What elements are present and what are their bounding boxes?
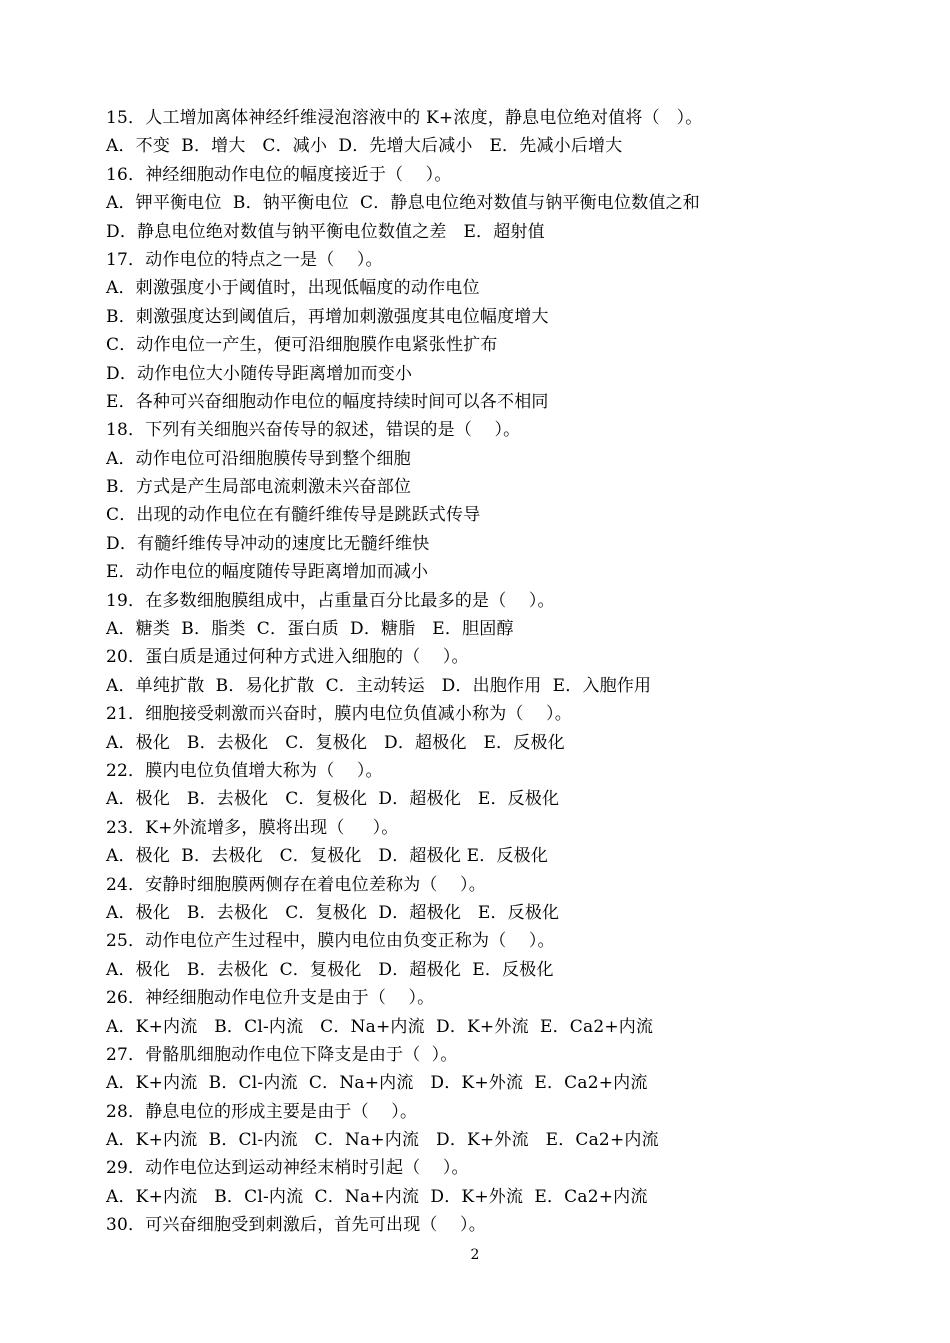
question-text: 16．神经细胞动作电位的幅度接近于（ ）。 bbox=[106, 164, 452, 185]
answer-options: B．刺激强度达到阈值后，再增加刺激强度其电位幅度增大 bbox=[106, 306, 549, 327]
answer-options: A．极化 B．去极化 C．复极化 D．超极化 E．反极化 bbox=[106, 902, 560, 923]
answer-options: D．静息电位绝对数值与钠平衡电位数值之差 E．超射值 bbox=[106, 221, 545, 242]
question-text: 20．蛋白质是通过何种方式进入细胞的（ ）。 bbox=[106, 647, 469, 668]
question-text: 28．静息电位的形成主要是由于（ ）。 bbox=[106, 1101, 418, 1122]
question-text: 23．K+外流增多，膜将出现（ ）。 bbox=[106, 817, 399, 838]
answer-options: B．方式是产生局部电流刺激未兴奋部位 bbox=[106, 477, 412, 498]
answer-options: A．单纯扩散 B．易化扩散 C．主动转运 D．出胞作用 E．入胞作用 bbox=[106, 675, 652, 696]
question-text: 26．神经细胞动作电位升支是由于（ ）。 bbox=[106, 988, 435, 1009]
question-text: 18．下列有关细胞兴奋传导的叙述，错误的是（ ）。 bbox=[106, 420, 521, 441]
question-text: 30．可兴奋细胞受到刺激后，首先可出现（ ）。 bbox=[106, 1215, 486, 1236]
answer-options: A．刺激强度小于阈值时，出现低幅度的动作电位 bbox=[106, 278, 480, 299]
question-list bbox=[106, 104, 906, 1240]
answer-options: E．各种可兴奋细胞动作电位的幅度持续时间可以各不相同 bbox=[106, 391, 549, 412]
answer-options: A．极化 B．去极化 C．复极化 D．超极化 E．反极化 bbox=[106, 732, 565, 753]
answer-options: C．动作电位一产生，便可沿细胞膜作电紧张性扩布 bbox=[106, 335, 498, 356]
question-text: 17．动作电位的特点之一是（ ）。 bbox=[106, 249, 383, 270]
answer-options: A．K+内流 B．Cl-内流 C．Na+内流 D．K+外流 E．Ca2+内流 bbox=[106, 1186, 648, 1207]
answer-options: D．有髓纤维传导冲动的速度比无髓纤维快 bbox=[106, 533, 430, 554]
answer-options: A．钾平衡电位 B．钠平衡电位 C．静息电位绝对数值与钠平衡电位数值之和 bbox=[106, 193, 700, 214]
question-text: 22．膜内电位负值增大称为（ ）。 bbox=[106, 760, 383, 781]
question-text: 19．在多数细胞膜组成中，占重量百分比最多的是（ ）。 bbox=[106, 590, 555, 611]
answer-options: D．动作电位大小随传导距离增加而变小 bbox=[106, 363, 413, 384]
question-text: 27．骨骼肌细胞动作电位下降支是由于（ ）。 bbox=[106, 1044, 458, 1065]
answer-options: A．糖类 B．脂类 C．蛋白质 D．糖脂 E．胆固醇 bbox=[106, 619, 514, 640]
question-text: 15．人工增加离体神经纤维浸泡溶液中的 K+浓度，静息电位绝对值将（ ）。 bbox=[106, 108, 703, 128]
answer-options: C．出现的动作电位在有髓纤维传导是跳跃式传导 bbox=[106, 505, 481, 526]
answer-options: E．动作电位的幅度随传导距离增加而减小 bbox=[106, 562, 429, 583]
question-text: 25．动作电位产生过程中，膜内电位由负变正称为（ ）。 bbox=[106, 931, 555, 952]
answer-options: A．K+内流 B．Cl-内流 C．Na+内流 D．K+外流 E．Ca2+内流 bbox=[106, 1130, 659, 1151]
answer-options: A．极化 B．去极化 C．复极化 D．超极化 E．反极化 bbox=[106, 846, 549, 867]
answer-options: A．极化 B．去极化 C．复极化 D．超极化 E．反极化 bbox=[106, 959, 554, 980]
question-text: 21．细胞接受刺激而兴奋时，膜内电位负值减小称为（ ）。 bbox=[106, 704, 572, 725]
answer-options: A．K+内流 B．Cl-内流 C．Na+内流 D．K+外流 E．Ca2+内流 bbox=[106, 1016, 654, 1037]
page-number: 2 bbox=[470, 1247, 480, 1263]
answer-options: A．不变 B．增大 C．减小 D．先增大后减小 E．先减小后增大 bbox=[106, 136, 623, 157]
question-text: 24．安静时细胞膜两侧存在着电位差称为（ ）。 bbox=[106, 874, 486, 895]
answer-options: A．动作电位可沿细胞膜传导到整个细胞 bbox=[106, 448, 411, 469]
question-text: 29．动作电位达到运动神经末梢时引起（ ）。 bbox=[106, 1158, 469, 1179]
answer-options: A．K+内流 B．Cl-内流 C．Na+内流 D．K+外流 E．Ca2+内流 bbox=[106, 1073, 648, 1094]
answer-options: A．极化 B．去极化 C．复极化 D．超极化 E．反极化 bbox=[106, 789, 560, 810]
